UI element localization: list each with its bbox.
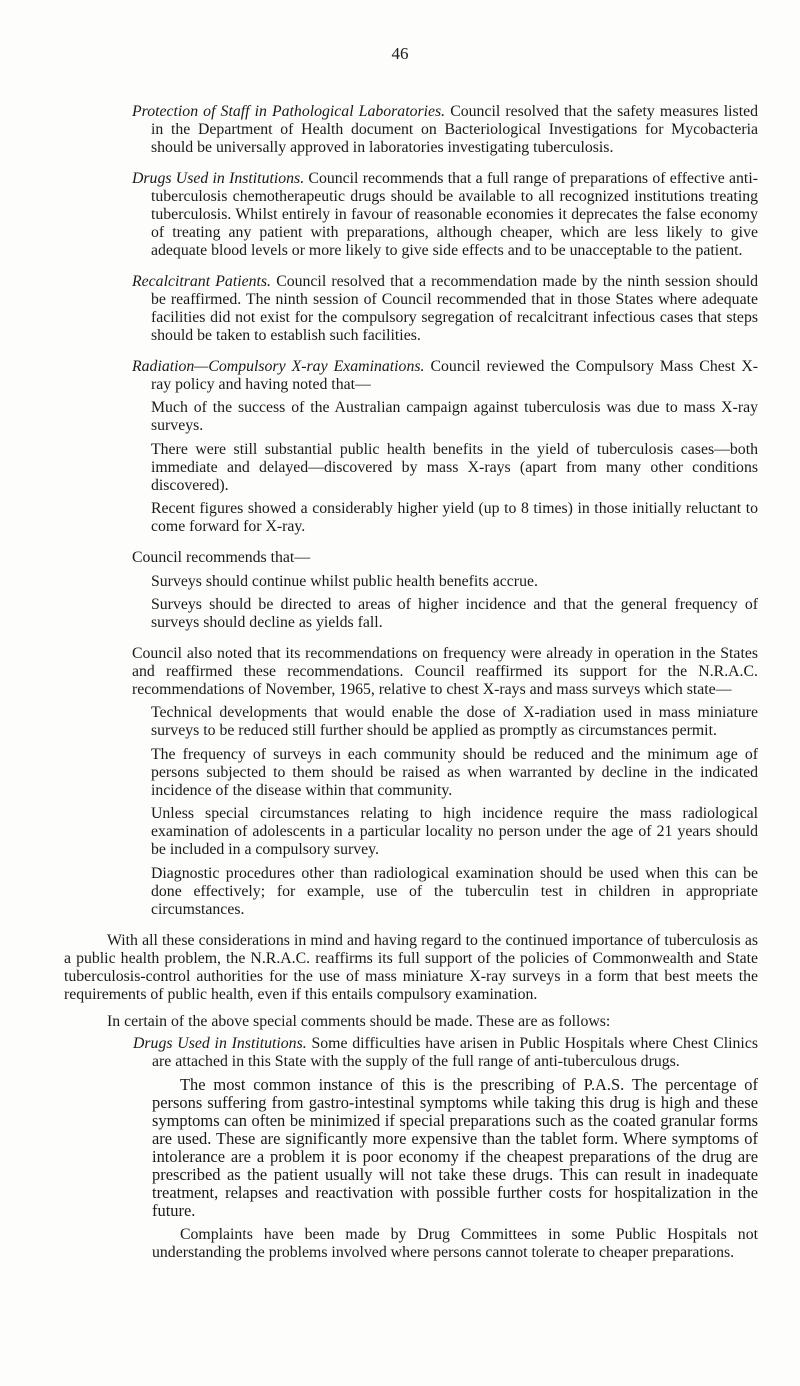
comment-text: Some difficulties have arisen in Public Hospitals where Chest Clinics are attached in this State with the supply of the full range of anti-tuberculous drugs. xyxy=(152,1034,758,1070)
section-radiation xyxy=(0,358,800,394)
section-text: Council resolved that a recommendation made by the ninth session should be reaffirmed. The ninth session of Council recommended that in those States where adequate facilities did not exist for the compulsory segregation of recalcitrant infectious cases that steps should be taken to establish such facilities. xyxy=(151,272,758,344)
section-text: Council recommends that a full range of preparations of effective anti-tuberculosis chemotherapeutic drugs should be available to all recognized institutions treating tuberculosis. Whilst entirely in favour of reasonable economies it deprecates the false economy of treating any patient with preparations, although cheaper, which are less likely to give adequate blood levels or more likely to give side effects and to be unacceptable to the patient. xyxy=(151,169,758,259)
radiation-point: There were still substantial public health benefits in the yield of tuberculosis cases—both immediate and delayed—discovered by mass X-rays (apart from many other conditions discovered). xyxy=(151,440,758,494)
section-heading: Protection of Staff in Pathological Laboratories. xyxy=(132,103,446,120)
section-text: Council reviewed the Compulsory Mass Chest X-ray policy and having noted that— xyxy=(151,357,758,393)
section-protection-of-staff xyxy=(0,103,800,157)
nrac-point: Unless special circumstances relating to high incidence require the mass radiological examination of adolescents in a particular locality no person under the age of 21 years should be included in a compulsory survey. xyxy=(151,805,758,859)
with-all-considerations: With all these considerations in mind and having regard to the continued importance of tuberculosis as a public health problem, the N.R.A.C. reaffirms its full support of the policies of Commonwealth and State tuberculosis-control authorities for the use of mass miniature X-ray surveys in a form that best meets the requirements of public health, even if this entails compulsory examination. xyxy=(64,931,758,1003)
comment-heading: Drugs Used in Institutions. xyxy=(133,1034,307,1052)
section-heading: Recalcitrant Patients. xyxy=(132,272,271,290)
most-common-instance: The most common instance of this is the prescribing of P.A.S. The percentage of persons suffering from gastro-intestinal symptoms while taking this drug is high and these symptoms can often be minimized if special preparations such as the coated granular forms are used. These are significantly more expensive than the tablet form. Where symptoms of intolerance are a problem it is poor economy if the cheapest preparations of the drug are prescribed as the patient usually will not take these drugs. This can result in inadequate treatment, relapses and reactivation with possible further costs for hospitalization in the future. xyxy=(152,1075,758,1221)
radiation-point: Much of the success of the Australian campaign against tuberculosis was due to mass X-ray surveys. xyxy=(151,399,758,435)
page-number: 46 xyxy=(391,44,409,63)
recommend-point: Surveys should continue whilst public health benefits accrue. xyxy=(151,572,538,590)
section-recalcitrant-patients xyxy=(0,273,800,345)
in-certain-comments: In certain of the above special comments should be made. These are as follows: xyxy=(107,1012,611,1030)
section-text: Council resolved that the safety measures listed in the Department of Health document on Bacteriological Investigations for Mycobacteria should be universally approved in laboratories investigating tuberculosis. xyxy=(151,103,758,157)
section-heading: Drugs Used in Institutions. xyxy=(132,169,305,187)
council-also-noted: Council also noted that its recommendations on frequency were already in operation in the States and reaffirmed these recommendations. Council reaffirmed its support for the N.R.A.C. recommendations of November, 1965, relative to chest X-rays and mass surveys which state— xyxy=(132,644,758,698)
recommend-point: Surveys should be directed to areas of higher incidence and that the general frequency of surveys should decline as yields fall. xyxy=(151,596,758,632)
nrac-point: Technical developments that would enable the dose of X-radiation used in mass miniature surveys to be reduced still further should be applied as promptly as circumstances permit. xyxy=(151,704,758,740)
drugs-used-comment xyxy=(0,1035,800,1071)
nrac-point: The frequency of surveys in each community should be reduced and the minimum age of persons subjected to them should be raised as when warranted by decline in the indicated incidence of the disease within that community. xyxy=(151,745,758,799)
complaints: Complaints have been made by Drug Committees in some Public Hospitals not understanding the problems involved where persons cannot tolerate to cheaper preparations. xyxy=(152,1225,758,1261)
section-heading: Radiation—Compulsory X-ray Examinations. xyxy=(132,357,425,375)
council-recommends: Council recommends that— xyxy=(132,548,311,566)
nrac-point: Diagnostic procedures other than radiological examination should be used when this can be done effectively; for example, use of the tuberculin test in children in appropriate circumstances. xyxy=(151,864,758,918)
radiation-point: Recent figures showed a considerably higher yield (up to 8 times) in those initially reluctant to come forward for X-ray. xyxy=(151,500,758,536)
section-drugs-used xyxy=(0,170,800,260)
